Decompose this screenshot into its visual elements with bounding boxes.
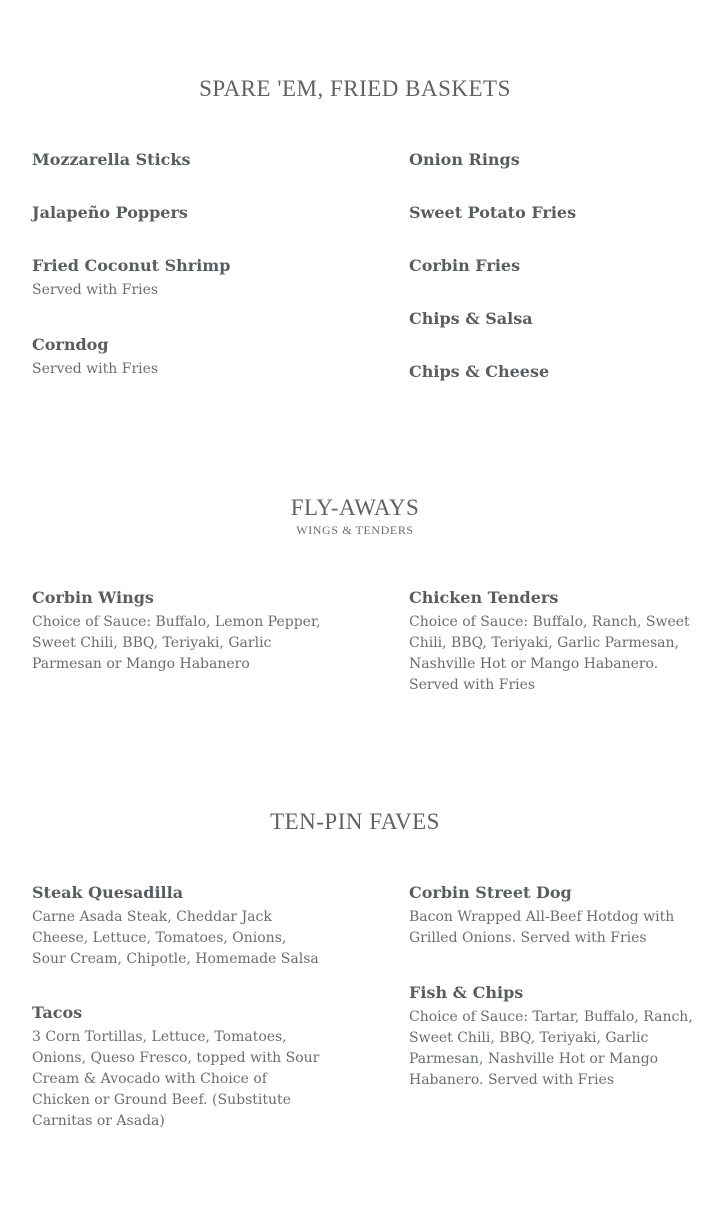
section-subtitle: WINGS & TENDERS — [296, 523, 414, 537]
item-description: Choice of Sauce: Buffalo, Ranch, Sweet Chili, BBQ, Teriyaki, Garlic Parmesan, Nashville Hot or Mango Habanero. Served with Fries — [409, 614, 690, 693]
menu-item-corndog — [32, 335, 322, 380]
item-name: Corndog — [32, 335, 109, 354]
menu-item-fish-chips — [409, 983, 699, 1091]
menu-item-onion-rings — [409, 150, 699, 170]
item-description: Served with Fries — [32, 361, 159, 377]
item-name: Tacos — [32, 1003, 83, 1022]
menu-item-mozzarella-sticks — [32, 150, 322, 170]
section-title: TEN-PIN FAVES — [270, 809, 440, 834]
item-description: Served with Fries — [32, 282, 159, 298]
item-name: Chicken Tenders — [409, 588, 559, 607]
section-title: SPARE 'EM, FRIED BASKETS — [199, 76, 511, 101]
menu-item-corbin-fries — [409, 256, 699, 276]
menu-item-tacos — [32, 1003, 322, 1132]
item-name: Jalapeño Poppers — [32, 203, 188, 222]
menu-item-chips-salsa — [409, 309, 699, 329]
item-name: Onion Rings — [409, 150, 520, 169]
item-name: Fish & Chips — [409, 983, 524, 1002]
menu-item-chicken-tenders — [409, 588, 699, 696]
menu-item-corbin-wings — [32, 588, 322, 675]
item-name: Mozzarella Sticks — [32, 150, 191, 169]
item-name: Chips & Salsa — [409, 309, 533, 328]
item-name: Steak Quesadilla — [32, 883, 184, 902]
item-description: Bacon Wrapped All-Beef Hotdog with Grilled Onions. Served with Fries — [409, 909, 675, 946]
menu-item-chips-cheese — [409, 362, 699, 382]
item-name: Chips & Cheese — [409, 362, 550, 381]
menu-item-fried-coconut-shrimp — [32, 256, 322, 301]
item-description: 3 Corn Tortillas, Lettuce, Tomatoes, Onions, Queso Fresco, topped with Sour Cream & Avocado with Choice of Chicken or Ground Beef. (Substitute Carnitas or Asada) — [32, 1029, 320, 1129]
section-title: FLY-AWAYS — [290, 495, 420, 520]
menu-item-sweet-potato-fries — [409, 203, 699, 223]
menu-item-steak-quesadilla — [32, 883, 322, 970]
item-name: Fried Coconut Shrimp — [32, 256, 231, 275]
menu-item-jalapeno-poppers — [32, 203, 322, 223]
menu-item-corbin-street-dog — [409, 883, 699, 949]
item-name: Corbin Fries — [409, 256, 521, 275]
item-description: Choice of Sauce: Tartar, Buffalo, Ranch, Sweet Chili, BBQ, Teriyaki, Garlic Parmesan, Nashville Hot or Mango Habanero. Served with Fries — [409, 1009, 693, 1088]
item-description: Carne Asada Steak, Cheddar Jack Cheese, Lettuce, Tomatoes, Onions, Sour Cream, Chipotle, Homemade Salsa — [32, 909, 319, 967]
item-name: Sweet Potato Fries — [409, 203, 577, 222]
item-description: Choice of Sauce: Buffalo, Lemon Pepper, Sweet Chili, BBQ, Teriyaki, Garlic Parmesan or Mango Habanero — [32, 614, 321, 672]
item-name: Corbin Street Dog — [409, 883, 572, 902]
item-name: Corbin Wings — [32, 588, 154, 607]
